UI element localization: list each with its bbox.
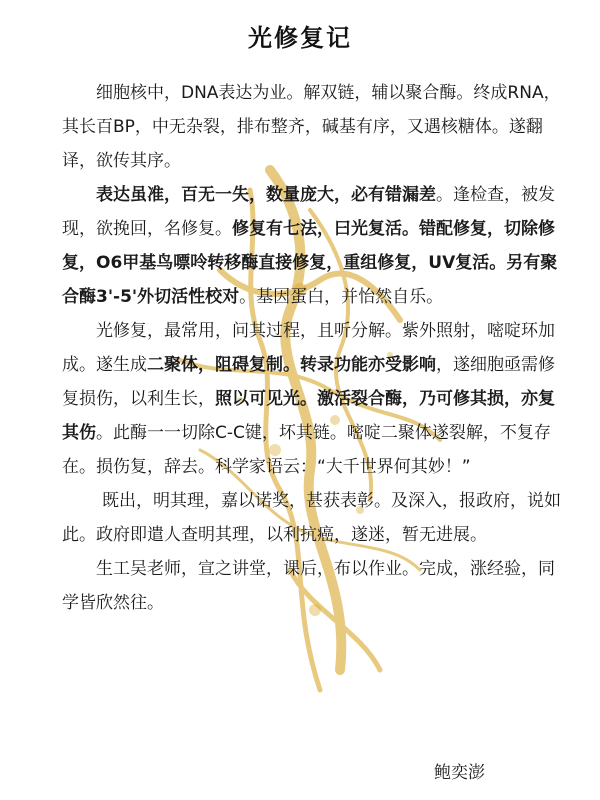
text-run: 光修复，最常用，问其过程，且听分解。紫外照射，嘧啶环加成。遂生成 [62, 321, 555, 375]
text-run: ，遂细胞亟需修复损伤，以利生长， [62, 355, 555, 409]
paragraph-2 [62, 178, 562, 314]
text-run: 细胞核中，DNA表达为业。解双链，辅以聚合酶。终成RNA，其长百BP，中无杂裂，排布整齐，碱基有序，又遇核糖体。遂翻译，欲传其序。 [62, 83, 561, 171]
text-run: 。逢检查，被发现，欲挽回，名修复。 [62, 185, 555, 239]
text-run: 。此酶一一切除C-C键，坏其链。嘧啶二聚体遂裂解，不复存在。损伤复，辞去。科学家语云：“大千世界何其妙！” [62, 423, 551, 477]
page-title: 光修复记 [248, 24, 352, 52]
paragraph-1 [62, 76, 562, 178]
text-run: 生工吴老师，宣之讲堂，课后，布以作业。完成，涨经验，同学皆欣然往。 [62, 559, 555, 613]
paragraph-4 [62, 484, 562, 552]
text-run: 既出，明其理，嘉以诺奖，甚获表彰。及深入，报政府，说如此。政府即遣人查明其理，以利抗癌，遂迷，暂无进展。 [62, 491, 561, 545]
text-run: 。基因蛋白，并怡然自乐。 [239, 287, 444, 307]
article-body [62, 76, 562, 620]
text-run-bold: 修复有七法，曰光复活。错配修复，切除修复，O6甲基鸟嘌呤转移酶直接修复，重组修复，UV复活。另有聚合酶3'-5'外切活性校对 [62, 219, 558, 307]
text-run-bold: 表达虽准，百无一失，数量庞大，必有错漏差 [96, 185, 436, 205]
paragraph-3 [62, 314, 562, 484]
author-signature: 鲍奕澎 [434, 763, 485, 783]
text-run-bold: 二聚体，阻碍复制。转录功能亦受影响 [147, 355, 436, 375]
paragraph-5 [62, 552, 562, 620]
text-run-bold: 照以可见光。激活裂合酶，乃可修其损，亦复其伤 [62, 389, 555, 443]
